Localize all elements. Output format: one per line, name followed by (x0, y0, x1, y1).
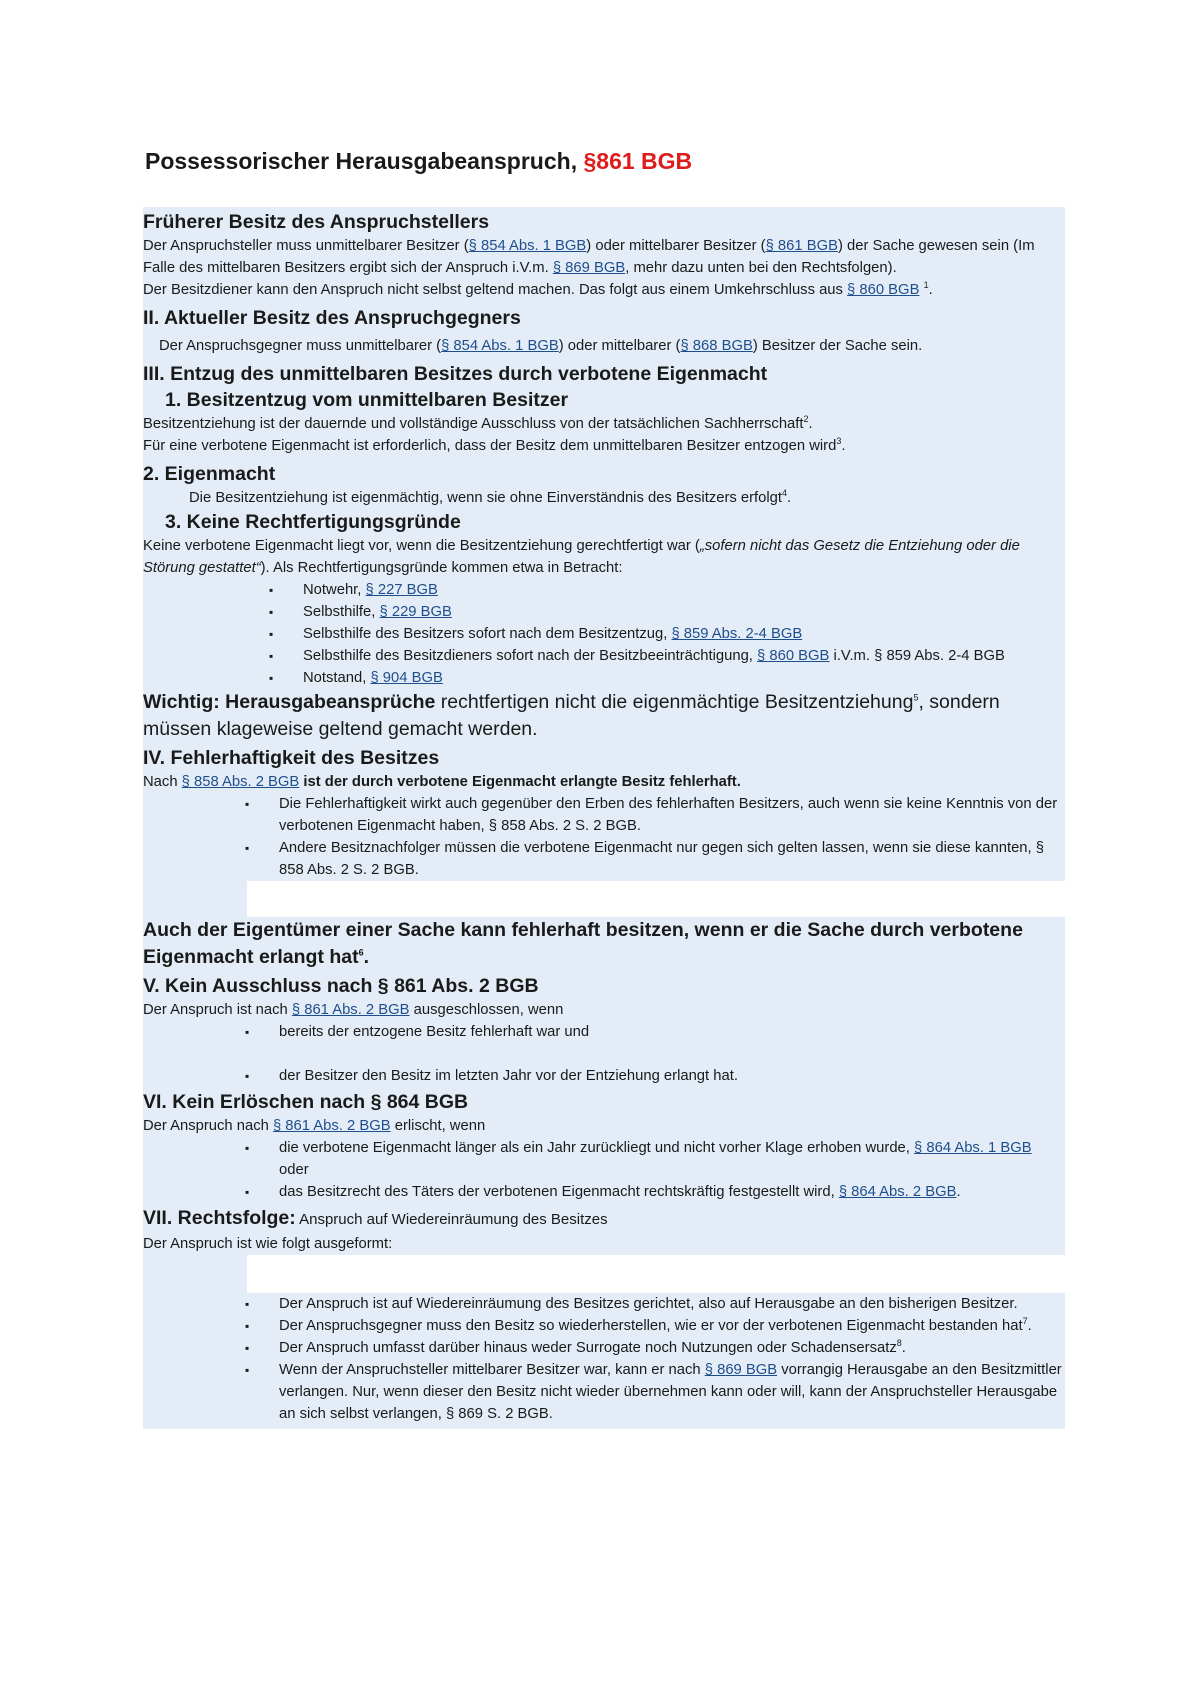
text: ) der Sache gewesen sein (Im Falle des mittelbaren Besitzers ergibt sich der Anspruch i.V.m. (143, 238, 1035, 276)
list-item (143, 601, 1065, 623)
text: ) oder mittelbarer Besitzer ( (586, 238, 766, 254)
section-5-heading: V. Kein Ausschluss nach § 861 Abs. 2 BGB (143, 975, 539, 997)
section-7-list (143, 1293, 1065, 1425)
section-7 (143, 1203, 1065, 1255)
text: Besitzentziehung ist der dauernde und vollständige Ausschluss von der tatsächlichen Sachherrschaft (143, 416, 804, 432)
text: Der Anspruch nach (143, 1118, 273, 1134)
section-1-paragraph (143, 235, 1065, 279)
text: erlischt, wenn (390, 1118, 486, 1134)
text: , mehr dazu unten bei den Rechtsfolgen). (625, 260, 897, 276)
section-3-sub2-heading: 2. Eigenmacht (143, 463, 276, 485)
text: das Besitzrecht des Täters der verbotenen Eigenmacht rechtskräftig festgestellt wird, (279, 1184, 839, 1200)
section-4-note: Auch der Eigentümer einer Sache kann fehlerhaft besitzen, wenn er die Sache durch verbotene Eigenmacht erlangt hat$^6$. (143, 917, 1065, 971)
list-item: ▪ Andere Besitznachfolger müssen die verbotene Eigenmacht nur gegen sich gelten lassen, wenn sie diese kannten, § 858 Abs. 2 S. 2 BGB. (143, 837, 1065, 881)
text: Notstand, (303, 670, 371, 686)
justification-list (143, 579, 1065, 689)
title-ref: §861 BGB (583, 148, 693, 174)
spacer (143, 881, 247, 917)
section-1-paragraph-2 (143, 279, 1065, 301)
section-3 (143, 357, 1065, 743)
law-link[interactable]: § 854 Abs. 1 BGB (468, 238, 587, 254)
text: ausgeschlossen, wenn (409, 1002, 564, 1018)
text: Der Anspruchsgegner muss den Besitz so wiederherstellen, wie er vor der verbotenen Eigenmacht bestanden hat (279, 1318, 1023, 1334)
footnote-ref[interactable]: 4 (782, 488, 788, 499)
text: Selbsthilfe des Besitzdieners sofort nach der Besitzbeeinträchtigung, (303, 648, 758, 664)
text: VII. Rechtsfolge: (143, 1207, 296, 1229)
section-3-sub1-p2: Für eine verbotene Eigenmacht ist erforderlich, dass der Besitz dem unmittelbaren Besitzer entzogen wird$^3$. (143, 436, 846, 454)
text: Die Besitzentziehung ist eigenmächtig, wenn sie ohne Einverständnis des Besitzers erfolgt (189, 490, 783, 506)
section-2-heading: II. Aktueller Besitz des Anspruchgegners (143, 307, 521, 329)
law-link[interactable]: § 864 Abs. 2 BGB (838, 1184, 957, 1200)
section-3-heading: III. Entzug des unmittelbaren Besitzes durch verbotene Eigenmacht (143, 363, 768, 385)
text: Keine verbotene Eigenmacht liegt vor, wenn die Besitzentziehung gerechtfertigt war ( (143, 538, 700, 554)
text: Der Besitzdiener kann den Anspruch nicht selbst geltend machen. Das folgt aus einem Umkehrschluss aus (143, 282, 848, 298)
section-2 (143, 301, 1065, 357)
list-item: ▪ Der Anspruch ist auf Wiedereinräumung des Besitzes gerichtet, also auf Herausgabe an den bisherigen Besitzer. (143, 1293, 1065, 1315)
law-link[interactable]: § 860 BGB (847, 282, 920, 298)
text: . (928, 282, 933, 298)
law-link[interactable]: § 854 Abs. 1 BGB (441, 338, 559, 354)
footnote-ref[interactable]: 1 (923, 280, 929, 291)
footnote-ref[interactable]: 8 (896, 1338, 902, 1349)
section-4 (143, 743, 1065, 881)
law-link[interactable]: § 869 BGB (552, 260, 626, 276)
text: Der Anspruchsgegner muss unmittelbarer ( (159, 338, 442, 354)
section-5-paragraph (143, 999, 1065, 1021)
list-item (143, 1181, 1065, 1203)
section-6-list (143, 1137, 1065, 1203)
text: Wenn der Anspruchsteller mittelbarer Besitzer war, kann er nach (279, 1362, 705, 1378)
text: Der Anspruch ist nach (143, 1002, 292, 1018)
list-item (143, 667, 1065, 689)
law-link[interactable]: § 868 BGB (680, 338, 753, 354)
text: Auch der Eigentümer einer Sache kann fehlerhaft besitzen, wenn er die Sache durch verbotene Eigenmacht erlangt hat (143, 919, 1023, 968)
section-5-list (143, 1021, 1065, 1087)
list-item (143, 645, 1065, 667)
section-6-heading: VI. Kein Erlöschen nach § 864 BGB (143, 1091, 469, 1113)
law-link[interactable]: § 869 BGB (704, 1362, 778, 1378)
text: . (956, 1184, 961, 1200)
spacer (143, 1255, 247, 1293)
text: ) oder mittelbarer ( (558, 338, 681, 354)
text: ). Als Rechtfertigungsgründe kommen etwa in Betracht: (260, 560, 623, 576)
list-item (143, 623, 1065, 645)
list-item (143, 579, 1065, 601)
text: oder (279, 1162, 309, 1178)
text: Notwehr, (303, 582, 366, 598)
law-link[interactable]: § 227 BGB (365, 582, 438, 598)
text: i.V.m. § 859 Abs. 2-4 BGB (829, 648, 1005, 664)
section-2-paragraph (143, 335, 1065, 357)
document-body (143, 207, 1065, 1429)
section-7-heading (143, 1205, 1065, 1233)
section-3-sub1-p1: Besitzentziehung ist der dauernde und vollständige Ausschluss von der tatsächlichen Sachherrschaft$^2$. (143, 414, 813, 432)
section-6 (143, 1087, 1065, 1203)
list-item (143, 1359, 1065, 1425)
law-link[interactable]: § 229 BGB (379, 604, 452, 620)
list-item: ▪ der Besitzer den Besitz im letzten Jahr vor der Entziehung erlangt hat. (143, 1065, 1065, 1087)
section-3-sub1-heading: 1. Besitzentzug vom unmittelbaren Besitzer (165, 389, 569, 411)
text: Selbsthilfe des Besitzers sofort nach dem Besitzentzug, (303, 626, 672, 642)
section-1 (143, 207, 1065, 301)
footnote-ref[interactable]: 7 (1022, 1316, 1028, 1327)
text: ist der durch verbotene Eigenmacht erlangte Besitz fehlerhaft. (299, 774, 741, 790)
law-link[interactable]: § 858 Abs. 2 BGB (181, 774, 300, 790)
section-3-sub2-p: Die Besitzentziehung ist eigenmächtig, wenn sie ohne Einverständnis des Besitzers erfolgt$^4$. (189, 488, 792, 506)
text: Selbsthilfe, (303, 604, 380, 620)
text: vorrangig Herausgabe an den Besitzmittler verlangen. Nur, wenn dieser den Besitz nicht wieder übernehmen kann oder will, kann der Anspruchsteller Herausgabe an sich selbst verlangen, § 869 S. 2 BGB. (279, 1362, 1062, 1422)
text: Der Anspruchsteller muss unmittelbarer Besitzer ( (143, 238, 469, 254)
important-note (143, 689, 1065, 743)
section-5 (143, 971, 1065, 1087)
law-link[interactable]: § 861 Abs. 2 BGB (291, 1002, 410, 1018)
section-7-intro: Der Anspruch ist wie folgt ausgeformt: (143, 1236, 393, 1252)
section-1-heading: Früherer Besitz des Anspruchstellers (143, 211, 490, 233)
section-4-list (143, 793, 1065, 881)
section-4-heading: IV. Fehlerhaftigkeit des Besitzes (143, 747, 440, 769)
section-3-sub3-heading: 3. Keine Rechtfertigungsgründe (165, 511, 461, 533)
law-link[interactable]: § 861 Abs. 2 BGB (272, 1118, 391, 1134)
page-title (145, 148, 692, 175)
law-link[interactable]: § 904 BGB (370, 670, 443, 686)
text: Der Anspruch umfasst darüber hinaus weder Surrogate noch Nutzungen oder Schadensersatz (279, 1340, 897, 1356)
list-item: ▪ Der Anspruchsgegner muss den Besitz so wiederherstellen, wie er vor der verbotenen Eigenmacht bestanden hat$^7$. (143, 1315, 1065, 1337)
law-link[interactable]: § 864 Abs. 1 BGB (914, 1140, 1032, 1156)
law-link[interactable]: § 861 BGB (765, 238, 838, 254)
text: rechtfertigen nicht die eigenmächtige Besitzentziehung (435, 691, 914, 713)
section-3-sub3-p (143, 535, 1065, 579)
section-6-paragraph (143, 1115, 1065, 1137)
text: Für eine verbotene Eigenmacht ist erforderlich, dass der Besitz dem unmittelbaren Besitzer entzogen wird (143, 438, 837, 454)
text: , sondern müssen klageweise geltend gemacht werden. (143, 691, 1000, 740)
section-4-paragraph (143, 771, 1065, 793)
text: Nach (143, 774, 182, 790)
text: Anspruch auf Wiedereinräumung des Besitzes (295, 1211, 608, 1228)
footnote-ref[interactable]: 5 (913, 692, 919, 703)
law-link[interactable]: § 860 BGB (757, 648, 830, 664)
text: die verbotene Eigenmacht länger als ein Jahr zurückliegt und nicht vorher Klage erhoben wurde, (279, 1140, 915, 1156)
list-item (143, 1137, 1065, 1181)
list-item: ▪ Die Fehlerhaftigkeit wirkt auch gegenüber den Erben des fehlerhaften Besitzers, auch wenn sie keine Kenntnis von der verbotenen Eigenmacht haben, § 858 Abs. 2 S. 2 BGB. (143, 793, 1065, 837)
text: ) Besitzer der Sache sein. (752, 338, 923, 354)
law-link[interactable]: § 859 Abs. 2-4 BGB (671, 626, 803, 642)
footnote-ref[interactable]: 2 (803, 414, 809, 425)
footnote-ref[interactable]: 3 (836, 436, 842, 447)
list-item: ▪ bereits der entzogene Besitz fehlerhaft war und (143, 1021, 1065, 1043)
footnote-ref[interactable]: 6 (358, 947, 364, 958)
section-7-list-block (143, 1293, 1065, 1429)
list-item: ▪ Der Anspruch umfasst darüber hinaus weder Surrogate noch Nutzungen oder Schadensersatz$^8$. (143, 1337, 1065, 1359)
important-label: Wichtig: Herausgabeansprüche (143, 691, 436, 713)
quote: „sofern nicht das Gesetz die Entziehung oder die Störung gestattet“ (143, 538, 1020, 576)
title-main: Possessorischer Herausgabeanspruch, (145, 148, 584, 174)
